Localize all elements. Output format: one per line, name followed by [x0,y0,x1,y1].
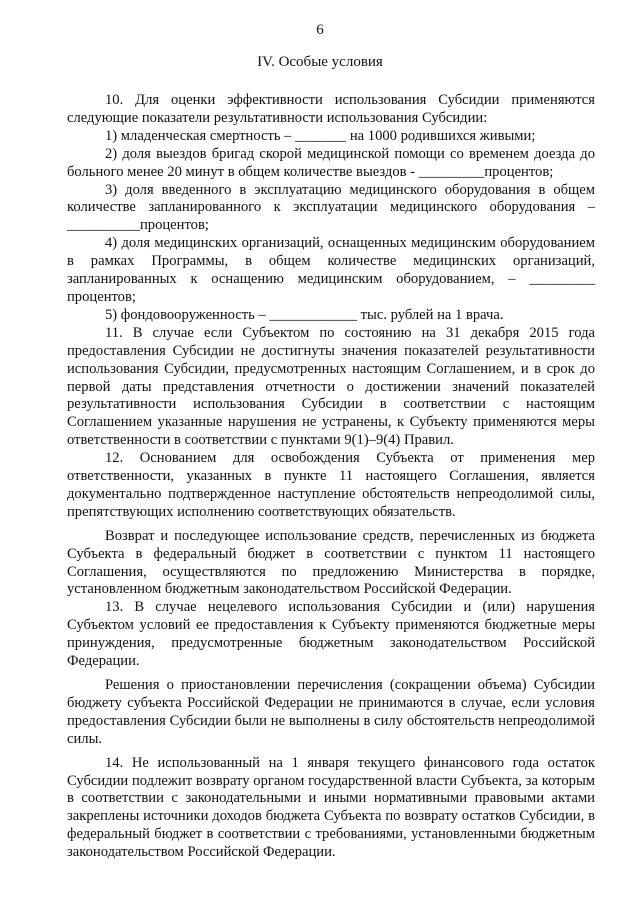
paragraph-13-decisions: Решения о приостановлении перечисления (сокращении объема) Субсидии бюджету субъекта Российской Федерации не принимаются в случае, если условия предоставления Субсидии были не выполнены в силу обстоятельств непреодолимой силы. [67,677,595,747]
paragraph-10: 10. Для оценки эффективности использования Субсидии применяются следующие показатели результативности использования Субсидии: [67,92,595,126]
paragraph-13: 13. В случае нецелевого использования Субсидии и (или) нарушения Субъектом условий ее предоставления к Субъекту применяются бюджетные меры принуждения, предусмотренные бюджетным законодательством Российской Федерации. [67,599,595,670]
indicator-2-ambulance-trips: 2) доля выездов бригад скорой медицинской помощи со временем доезда до больного менее 20 минут в общем количестве выездов - _________процентов; [67,145,595,180]
paragraph-11: 11. В случае если Субъектом по состоянию на 31 декабря 2015 года предоставления Субсидии не достигнуты значения показателей результативности использования Субсидии, предусмотренных настоящим Соглашением, и в срок до первой даты представления отчетности о достижении значений показателей результативности использования Субсидии в соответствии с настоящим Соглашением указанные нарушения не устранены, к Субъекту применяются меры ответственности в соответствии с пунктами 9(1)–9(4) Правил. [67,324,595,449]
paragraph-14: 14. Не использованный на 1 января текущего финансового года остаток Субсидии подлежит возврату органом государственной власти Субъекта, за которым в соответствии с законодательными и иными нормативными правовыми актами закреплены источники доходов бюджета Субъекта по возврату остатков Субсидии, в федеральный бюджет в соответствии с требованиями, установленными бюджетным законодательством Российской Федерации. [67,754,595,861]
document-body [67,92,595,862]
indicator-5-capital-ratio: 5) фондовооруженность – ____________ тыс. рублей на 1 врача. [105,306,504,323]
paragraph-12-return: Возврат и последующее использование средств, перечисленных из бюджета Субъекта в федеральный бюджет в соответствии с пунктом 11 настоящего Соглашения, осуществляются по предложению Министерства в порядке, установленном бюджетным законодательством Российской Федерации. [67,527,595,598]
page-number: 6 [316,22,324,38]
section-title: IV. Особые условия [257,54,383,70]
indicator-3-equipment-commissioned: 3) доля введенного в эксплуатацию медицинского оборудования в общем количестве запланированного к эксплуатации медицинского оборудования – __________процентов; [67,181,595,234]
indicator-4-equipped-organizations: 4) доля медицинских организаций, оснащенных медицинским оборудованием в рамках Программы, в общем количестве медицинских организаций, запланированных к оснащению медицинским оборудованием, – _________ процентов; [67,235,595,305]
paragraph-12: 12. Основанием для освобождения Субъекта от применения мер ответственности, указанных в пункте 11 настоящего Соглашения, является документально подтвержденное наступление обстоятельств непреодолимой силы, препятствующих исполнению соответствующих обязательств. [67,450,595,520]
indicator-1-infant-mortality: 1) младенческая смертность – _______ на 1000 родившихся живыми; [105,127,536,144]
